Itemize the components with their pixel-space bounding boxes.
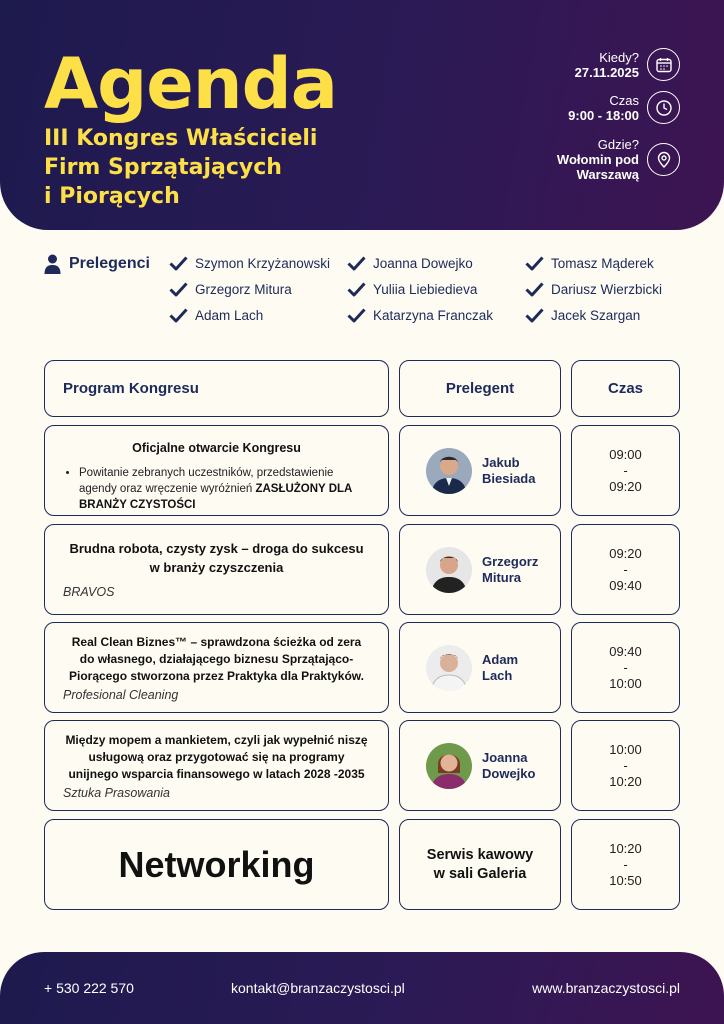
person-icon <box>44 254 61 274</box>
footer-email[interactable]: kontakt@branzaczystosci.pl <box>231 980 405 996</box>
agenda-time: 10:00 - 10:20 <box>571 720 680 811</box>
agenda-topic: Oficjalne otwarcie Kongresu • Powitanie zebranych uczestników, przedstawienie agendy oraz wręczenie wyróżnień ZASŁUŻONY DLA BRANŻY CZYSTOŚCI <box>44 425 389 516</box>
agenda-time: 09:20 - 09:40 <box>571 524 680 615</box>
checkmark-icon <box>169 256 188 271</box>
footer-phone[interactable]: + 530 222 570 <box>44 980 134 996</box>
agenda-time: 09:40 - 10:00 <box>571 622 680 713</box>
networking-title: Networking <box>44 819 389 910</box>
speakers-heading: Prelegenci <box>44 254 150 274</box>
speaker-list-item: Tomasz Mąderek <box>525 256 654 271</box>
speaker-list-item: Yuliia Liebiedieva <box>347 282 477 297</box>
header-program: Program Kongresu <box>44 360 389 417</box>
checkmark-icon <box>347 282 366 297</box>
speaker-list-item: Grzegorz Mitura <box>169 282 292 297</box>
header-time: Czas <box>571 360 680 417</box>
agenda-topic: Brudna robota, czysty zysk – droga do sukcesu w branży czyszczenia BRAVOS <box>44 524 389 615</box>
checkmark-icon <box>525 308 544 323</box>
page-title: Agenda <box>44 43 337 125</box>
checkmark-icon <box>347 308 366 323</box>
agenda-presenter: Grzegorz Mitura <box>399 524 561 615</box>
avatar <box>426 448 472 494</box>
event-subtitle: III Kongres Właścicieli Firm Sprzątających i Piorących <box>44 126 318 209</box>
location-pin-icon <box>647 143 680 176</box>
agenda-topic: Real Clean Biznes™ – sprawdzona ścieżka od zera do własnego, działającego biznesu Sprzątająco-Piorącego stworzona przez Praktyka dla Praktyków. Profesional Cleaning <box>44 622 389 713</box>
speaker-list-item: Jacek Szargan <box>525 308 640 323</box>
avatar <box>426 743 472 789</box>
company-name: Profesional Cleaning <box>63 688 179 702</box>
agenda-presenter: Joanna Dowejko <box>399 720 561 811</box>
agenda-presenter: Jakub Biesiada <box>399 425 561 516</box>
topic-description: • Powitanie zebranych uczestników, przedstawienie agendy oraz wręczenie wyróżnień ZASŁUŻONY DLA BRANŻY CZYSTOŚCI <box>63 465 370 513</box>
header-banner <box>0 0 724 230</box>
speaker-list-item: Szymon Krzyżanowski <box>169 256 330 271</box>
avatar <box>426 645 472 691</box>
speaker-list-item: Katarzyna Franczak <box>347 308 493 323</box>
company-name: BRAVOS <box>63 585 115 599</box>
speaker-list-item: Adam Lach <box>169 308 263 323</box>
event-location: Gdzie? Wołomin pod Warszawą <box>480 137 680 182</box>
event-time: Czas 9:00 - 18:00 <box>480 91 680 124</box>
agenda-time: 10:20 - 10:50 <box>571 819 680 910</box>
checkmark-icon <box>347 256 366 271</box>
avatar <box>426 547 472 593</box>
checkmark-icon <box>169 282 188 297</box>
speaker-list-item: Joanna Dowejko <box>347 256 473 271</box>
agenda-topic: Między mopem a mankietem, czyli jak wypełnić niszę usługową oraz przygotować się na programy unijnego wsparcia finansowego w latach 2028 -2035 Sztuka Prasowania <box>44 720 389 811</box>
footer <box>0 952 724 1024</box>
speaker-list-item: Dariusz Wierzbicki <box>525 282 662 297</box>
agenda-time: 09:00 - 09:20 <box>571 425 680 516</box>
header-speaker: Prelegent <box>399 360 561 417</box>
footer-website[interactable]: www.branzaczystosci.pl <box>532 980 680 996</box>
calendar-icon <box>647 48 680 81</box>
checkmark-icon <box>525 256 544 271</box>
clock-icon <box>647 91 680 124</box>
checkmark-icon <box>169 308 188 323</box>
coffee-break: Serwis kawowy w sali Galeria <box>399 819 561 910</box>
company-name: Sztuka Prasowania <box>63 786 171 800</box>
checkmark-icon <box>525 282 544 297</box>
event-date: Kiedy? 27.11.2025 <box>480 48 680 81</box>
agenda-presenter: Adam Lach <box>399 622 561 713</box>
